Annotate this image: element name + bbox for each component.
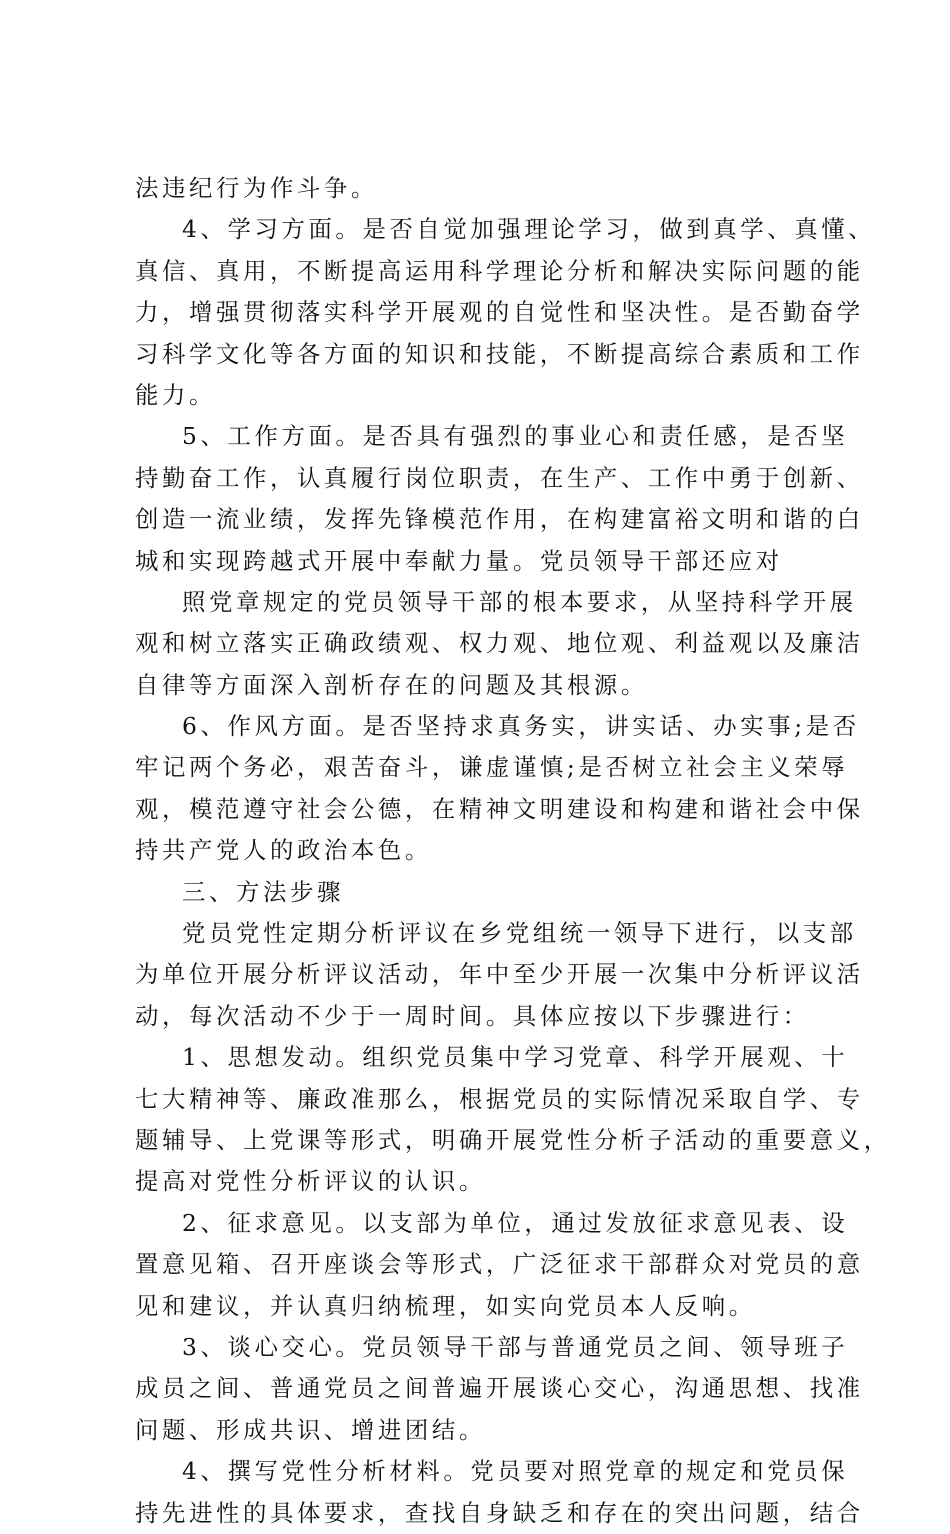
text-line: 观和树立落实正确政绩观、权力观、地位观、利益观以及廉洁: [135, 629, 864, 658]
text-line: 习科学文化等各方面的知识和技能，不断提高综合素质和工作: [135, 339, 864, 368]
text-line: 成员之间、普通党员之间普遍开展谈心交心，沟通思想、找准: [135, 1374, 864, 1403]
text-line: 为单位开展分析评议活动，年中至少开展一次集中分析评议活: [135, 960, 864, 989]
text-line: 城和实现跨越式开展中奉献力量。党员领导干部还应对: [135, 546, 783, 575]
text-line: 置意见箱、召开座谈会等形式，广泛征求干部群众对党员的意: [135, 1250, 864, 1279]
text-line: 6、作风方面。是否坚持求真务实，讲实话、办实事;是否: [182, 712, 860, 741]
text-line: 力，增强贯彻落实科学开展观的自觉性和坚决性。是否勤奋学: [135, 298, 864, 327]
text-line: 创造一流业绩，发挥先锋模范作用，在构建富裕文明和谐的白: [135, 505, 864, 534]
text-line: 照党章规定的党员领导干部的根本要求，从坚持科学开展: [182, 587, 857, 616]
text-line: 4、撰写党性分析材料。党员要对照党章的规定和党员保: [182, 1457, 849, 1486]
text-line: 1、思想发动。组织党员集中学习党章、科学开展观、十: [182, 1043, 849, 1072]
document-body: [135, 168, 891, 1534]
text-line: 观，模范遵守社会公德，在精神文明建设和构建和谐社会中保: [135, 794, 864, 823]
text-line: 持勤奋工作，认真履行岗位职责，在生产、工作中勇于创新、: [135, 463, 864, 492]
section-heading: 三、方法步骤: [182, 877, 344, 906]
text-line: 能力。: [135, 380, 216, 409]
text-line: 动，每次活动不少于一周时间。具体应按以下步骤进行：: [135, 1001, 810, 1030]
text-line: 持先进性的具体要求，查找自身缺乏和存在的突出问题，结合: [135, 1498, 864, 1527]
text-line: 持共产党人的政治本色。: [135, 836, 432, 865]
text-line: 5、工作方面。是否具有强烈的事业心和责任感，是否坚: [182, 422, 849, 451]
text-line: 自律等方面深入剖析存在的问题及其根源。: [135, 670, 648, 699]
text-line: 真信、真用，不断提高运用科学理论分析和解决实际问题的能: [135, 256, 864, 285]
text-line: 提高对党性分析评议的认识。: [135, 1167, 486, 1196]
text-line: 问题、形成共识、增进团结。: [135, 1415, 486, 1444]
text-line: 4、学习方面。是否自觉加强理论学习，做到真学、真懂、: [182, 215, 876, 244]
text-line: 党员党性定期分析评议在乡党组统一领导下进行，以支部: [182, 919, 857, 948]
text-line: 七大精神等、廉政准那么，根据党员的实际情况采取自学、专: [135, 1084, 864, 1113]
text-line: 题辅导、上党课等形式，明确开展党性分析子活动的重要意义，: [135, 1125, 891, 1154]
text-line: 2、征求意见。以支部为单位，通过发放征求意见表、设: [182, 1208, 849, 1237]
text-line: 见和建议，并认真归纳梳理，如实向党员本人反响。: [135, 1291, 756, 1320]
text-line: 法违纪行为作斗争。: [135, 174, 378, 202]
text-line: 牢记两个务必，艰苦奋斗，谦虚谨慎;是否树立社会主义荣辱: [135, 753, 849, 782]
text-line: 3、谈心交心。党员领导干部与普通党员之间、领导班子: [182, 1332, 849, 1361]
